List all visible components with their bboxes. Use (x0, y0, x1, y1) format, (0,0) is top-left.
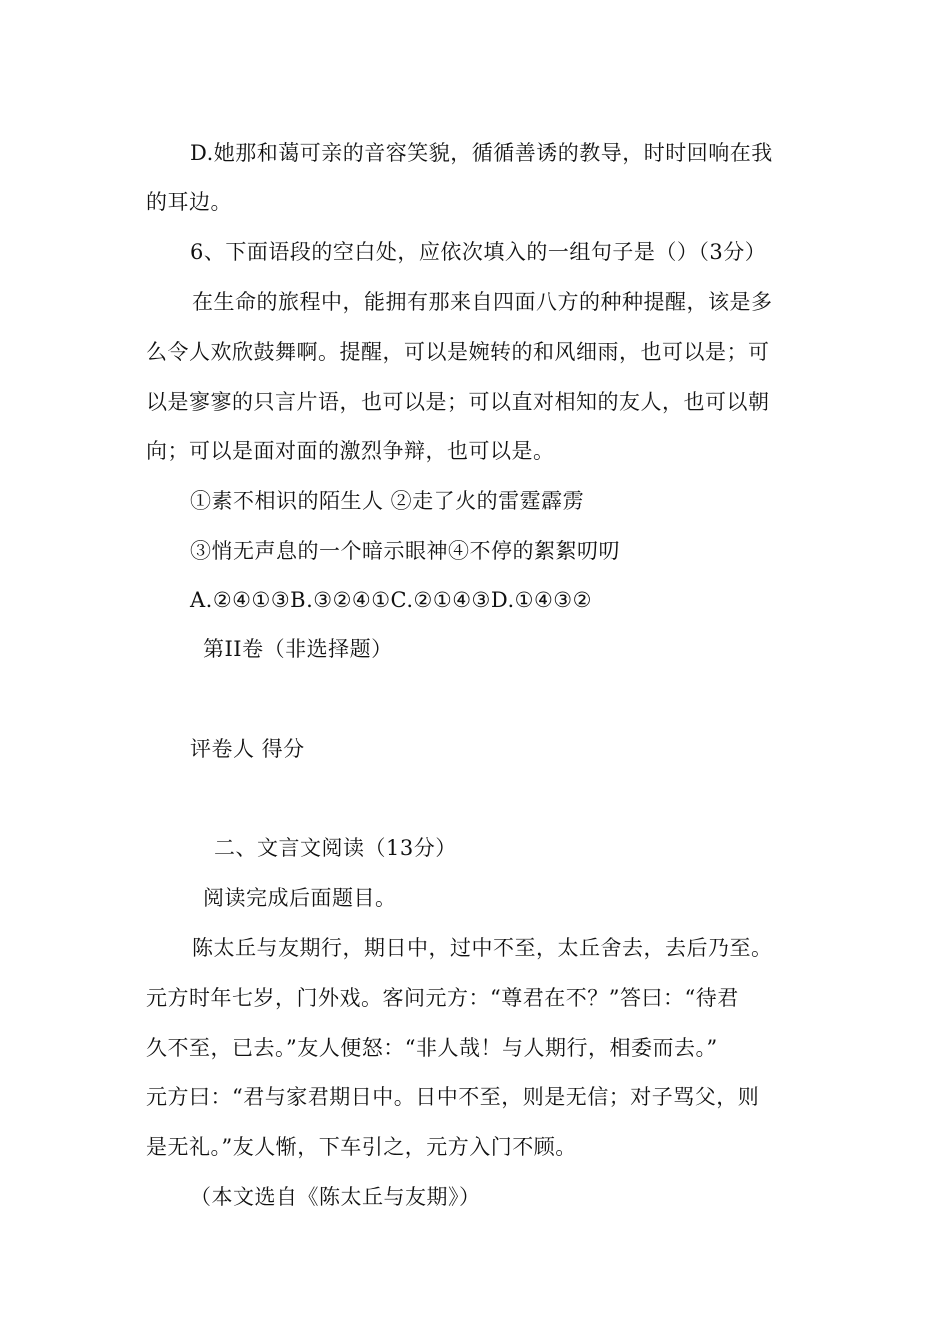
q6-passage-line2: 么令人欢欣鼓舞啊。提醒，可以是婉转的和风细雨，也可以是；可 (146, 340, 770, 364)
q6-passage-line3: 以是寥寥的只言片语，也可以是；可以直对相知的友人，也可以朝 (146, 390, 770, 414)
passage-source: （本文选自《陈太丘与友期》） (190, 1185, 481, 1209)
q6-passage-line1: 在生命的旅程中，能拥有那来自四面八方的种种提醒，该是多 (192, 290, 773, 314)
section2-heading: 二、文言文阅读（13分） (214, 836, 457, 860)
volume2-title: 第II卷（非选择题） (203, 637, 393, 661)
q6-items-line2: ③悄无声息的一个暗示眼神④不停的絮絮叨叨 (190, 539, 620, 563)
q6-choices: A.②④①③B.③②④①C.②①④③D.①④③② (190, 588, 592, 612)
q6-passage-line4: 向；可以是面对面的激烈争辩，也可以是。 (146, 439, 555, 463)
q6-stem: 6、下面语段的空白处，应依次填入的一组句子是（）（3分） (190, 240, 767, 264)
q5-option-d-line1: D.她那和蔼可亲的音容笑貌，循循善诱的教导，时时回响在我 (190, 141, 773, 165)
classical-passage-line4: 元方曰：“君与家君期日中。日中不至，则是无信；对子骂父，则 (146, 1085, 760, 1109)
grader-label: 评卷人 得分 (190, 737, 305, 761)
q5-option-d-line2: 的耳边。 (146, 190, 232, 214)
classical-passage-line5: 是无礼。”友人惭，下车引之，元方入门不顾。 (146, 1135, 577, 1159)
classical-passage-line3: 久不至，已去。”友人便怒：“非人哉！与人期行，相委而去。” (146, 1036, 718, 1060)
q6-items-line1: ①素不相识的陌生人 ②走了火的雷霆霹雳 (190, 489, 585, 513)
classical-passage-line2: 元方时年七岁，门外戏。客问元方：“尊君在不？”答曰：“待君 (146, 986, 739, 1010)
section2-instruction: 阅读完成后面题目。 (203, 886, 397, 910)
classical-passage-line1: 陈太丘与友期行，期日中，过中不至，太丘舍去，去后乃至。 (192, 936, 773, 960)
